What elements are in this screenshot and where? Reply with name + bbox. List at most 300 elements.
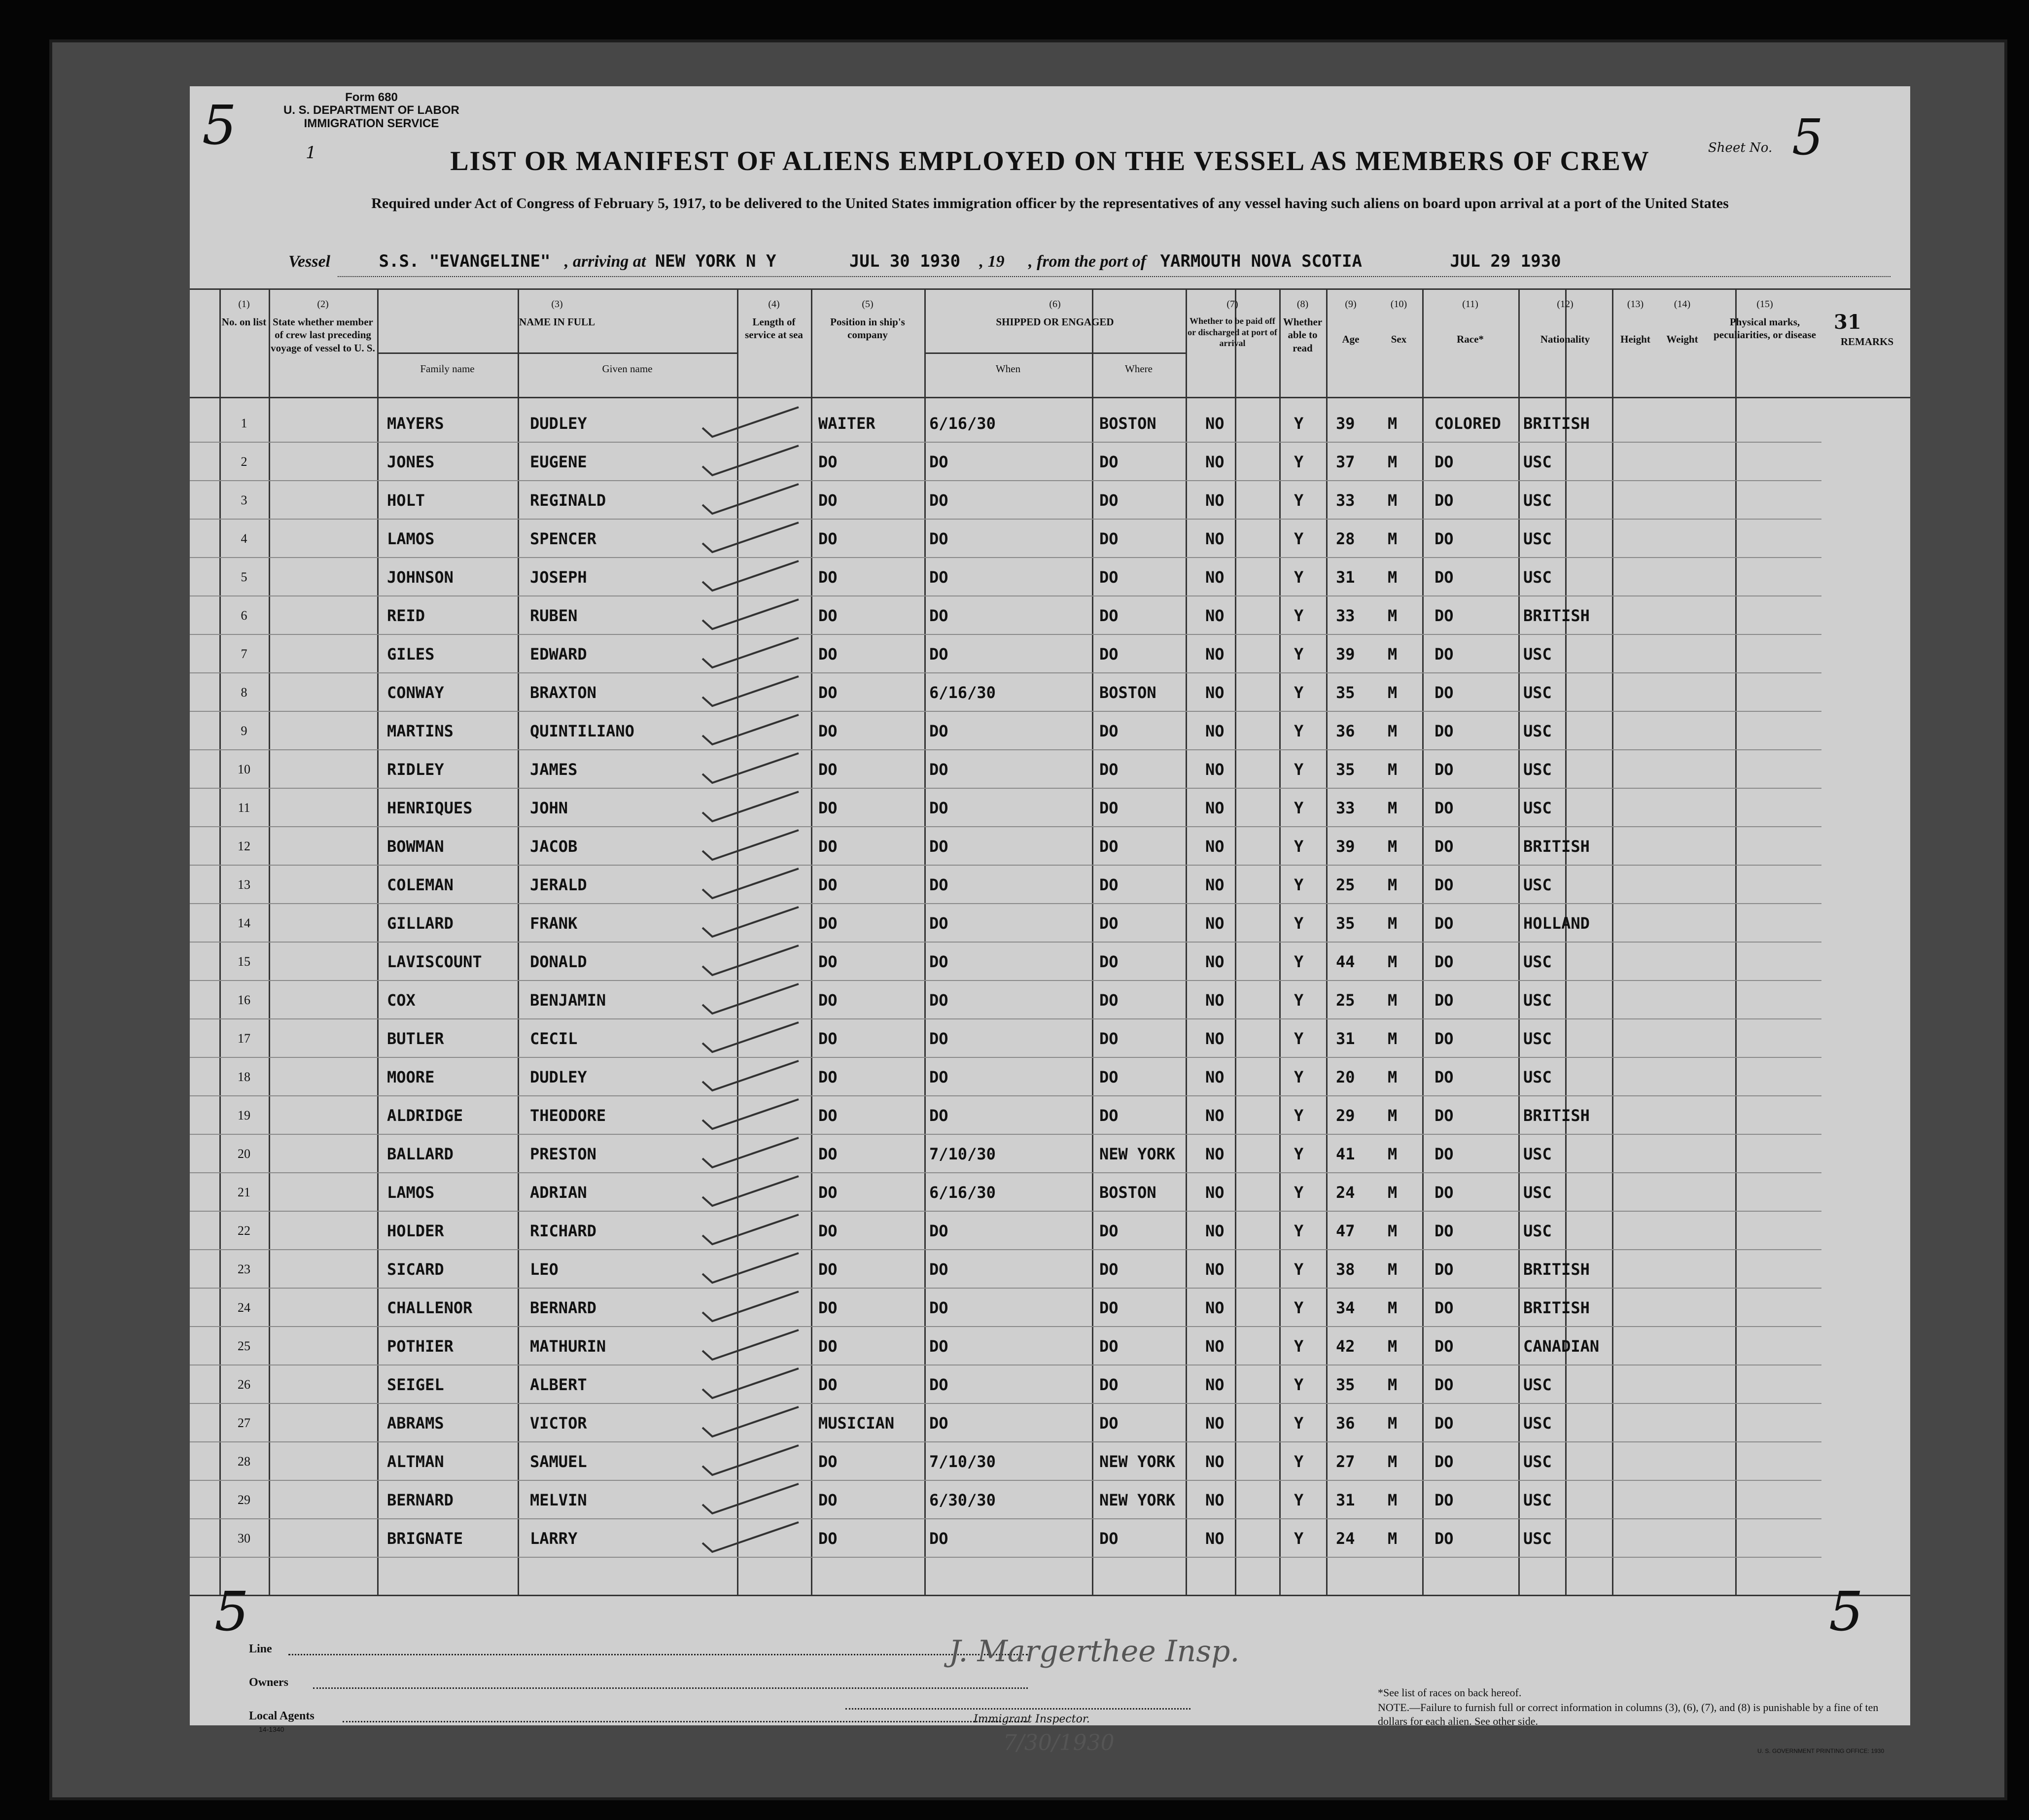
cell-age: 39 <box>1336 645 1355 664</box>
cell-position: DO <box>818 606 838 625</box>
check-mark-icon <box>693 481 806 520</box>
cell-position: DO <box>818 1298 838 1317</box>
check-mark-icon <box>693 789 806 827</box>
cell-family: CONWAY <box>387 683 444 702</box>
table-row <box>190 558 1910 596</box>
cell-age: 39 <box>1336 414 1355 433</box>
cell-read: Y <box>1294 1068 1304 1086</box>
cell-race: DO <box>1434 1183 1454 1202</box>
cell-family: POTHIER <box>387 1337 454 1356</box>
cell-family: SEIGEL <box>387 1375 444 1394</box>
cell-race: DO <box>1434 722 1454 740</box>
cell-sex: M <box>1388 645 1398 664</box>
cell-where: DO <box>1099 606 1119 625</box>
check-mark-icon <box>693 596 806 635</box>
cell-nationality: USC <box>1523 1375 1552 1394</box>
cell-where: DO <box>1099 453 1119 471</box>
cell-read: Y <box>1294 1222 1304 1240</box>
check-mark-icon <box>693 981 806 1019</box>
row-number: 21 <box>238 1185 250 1199</box>
cell-paid-off: NO <box>1205 1452 1224 1471</box>
cell-given: QUINTILIANO <box>530 722 634 740</box>
cell-read: Y <box>1294 414 1304 433</box>
header-col1: (1) No. on list <box>221 299 267 328</box>
row-number: 2 <box>241 455 247 469</box>
cell-family: CHALLENOR <box>387 1298 473 1317</box>
cell-when: DO <box>929 914 948 933</box>
row-number: 20 <box>238 1147 250 1161</box>
departure-date: JUL 29 1930 <box>1450 251 1561 271</box>
cell-race: DO <box>1434 1029 1454 1048</box>
check-mark-icon <box>693 904 806 943</box>
cell-race: DO <box>1434 529 1454 548</box>
cell-family: ABRAMS <box>387 1414 444 1433</box>
cell-read: Y <box>1294 1414 1304 1433</box>
row-number: 25 <box>238 1339 250 1353</box>
cell-where: NEW YORK <box>1099 1145 1176 1163</box>
check-mark-icon <box>693 1519 806 1558</box>
cell-family: MARTINS <box>387 722 454 740</box>
table-row <box>190 1365 1910 1404</box>
cell-when: 7/10/30 <box>929 1145 996 1163</box>
header-col5: (5) Position in ship's company <box>830 299 905 341</box>
cell-when: DO <box>929 1337 948 1356</box>
table-row <box>190 1327 1910 1365</box>
cell-race: DO <box>1434 952 1454 971</box>
cell-position: DO <box>818 722 838 740</box>
check-mark-icon <box>693 1481 806 1519</box>
cell-family: ALTMAN <box>387 1452 444 1471</box>
printer-imprint: U. S. GOVERNMENT PRINTING OFFICE: 1930 <box>1757 1748 1885 1754</box>
cell-sex: M <box>1388 1414 1398 1433</box>
cell-age: 47 <box>1336 1222 1355 1240</box>
table-row <box>190 750 1910 789</box>
cell-read: Y <box>1294 1529 1304 1548</box>
cell-sex: M <box>1388 760 1398 779</box>
header-col12: (12) Nationality <box>1540 299 1590 345</box>
cell-when: DO <box>929 1375 948 1394</box>
row-number: 13 <box>238 877 250 892</box>
cell-paid-off: NO <box>1205 722 1224 740</box>
cell-race: DO <box>1434 760 1454 779</box>
cell-family: HOLT <box>387 491 425 510</box>
cell-family: MOORE <box>387 1068 435 1086</box>
cell-family: REID <box>387 606 425 625</box>
table-row <box>190 1404 1910 1442</box>
cell-read: Y <box>1294 529 1304 548</box>
cell-paid-off: NO <box>1205 529 1224 548</box>
cell-sex: M <box>1388 722 1398 740</box>
cell-race: DO <box>1434 1337 1454 1356</box>
cell-position: DO <box>818 568 838 587</box>
cell-sex: M <box>1388 991 1398 1010</box>
arriving-label: , arriving at <box>564 252 646 271</box>
cell-family: COX <box>387 991 416 1010</box>
row-number: 28 <box>238 1454 250 1469</box>
cell-read: Y <box>1294 568 1304 587</box>
check-mark-icon <box>693 520 806 558</box>
cell-family: BRIGNATE <box>387 1529 463 1548</box>
table-row <box>190 520 1910 558</box>
header-given-name: Given name <box>602 363 653 375</box>
cell-where: BOSTON <box>1099 414 1156 433</box>
cell-position: DO <box>818 491 838 510</box>
check-mark-icon <box>693 1058 806 1096</box>
cell-where: NEW YORK <box>1099 1452 1176 1471</box>
check-mark-icon <box>693 1212 806 1250</box>
cell-age: 35 <box>1336 914 1355 933</box>
cell-paid-off: NO <box>1205 760 1224 779</box>
cell-read: Y <box>1294 722 1304 740</box>
cell-when: 6/30/30 <box>929 1491 996 1509</box>
cell-nationality: CANADIAN <box>1523 1337 1600 1356</box>
cell-read: Y <box>1294 799 1304 817</box>
cell-nationality: BRITISH <box>1523 837 1590 856</box>
cell-where: DO <box>1099 1298 1119 1317</box>
cell-race: DO <box>1434 1491 1454 1509</box>
table-row <box>190 981 1910 1019</box>
cell-race: DO <box>1434 1452 1454 1471</box>
cell-position: MUSICIAN <box>818 1414 895 1433</box>
cell-read: Y <box>1294 991 1304 1010</box>
header-when: When <box>995 363 1021 375</box>
inspector-signature: J. Margerthee Insp. <box>949 1634 1240 1669</box>
cell-race: DO <box>1434 1414 1454 1433</box>
cell-nationality: USC <box>1523 491 1552 510</box>
cell-paid-off: NO <box>1205 1145 1224 1163</box>
cell-when: DO <box>929 1414 948 1433</box>
voyage-line <box>288 251 1561 271</box>
cell-nationality: USC <box>1523 1491 1552 1509</box>
cell-sex: M <box>1388 799 1398 817</box>
cell-family: HENRIQUES <box>387 799 473 817</box>
row-number: 12 <box>238 839 250 853</box>
cell-paid-off: NO <box>1205 606 1224 625</box>
cell-when: DO <box>929 799 948 817</box>
header-col3: (3) NAME IN FULL <box>519 299 595 328</box>
cell-position: DO <box>818 760 838 779</box>
header-family-name: Family name <box>420 363 475 375</box>
cell-nationality: USC <box>1523 991 1552 1010</box>
cell-family: LAMOS <box>387 1183 435 1202</box>
cell-paid-off: NO <box>1205 1183 1224 1202</box>
margin-number-top-left: 5 <box>202 94 237 157</box>
cell-sex: M <box>1388 529 1398 548</box>
cell-family: BERNARD <box>387 1491 454 1509</box>
table-row <box>190 596 1910 635</box>
cell-position: DO <box>818 1337 838 1356</box>
row-number: 26 <box>238 1377 250 1392</box>
cell-given: THEODORE <box>530 1106 606 1125</box>
cell-paid-off: NO <box>1205 952 1224 971</box>
cell-age: 37 <box>1336 453 1355 471</box>
cell-when: DO <box>929 453 948 471</box>
row-number: 19 <box>238 1108 250 1122</box>
cell-family: BOWMAN <box>387 837 444 856</box>
table-row <box>190 904 1910 943</box>
cell-read: Y <box>1294 914 1304 933</box>
cell-race: DO <box>1434 683 1454 702</box>
check-mark-icon <box>693 1173 806 1212</box>
margin-number-bottom-left: 5 <box>214 1580 249 1643</box>
cell-when: DO <box>929 1106 948 1125</box>
header-col11: (11) Race* <box>1457 299 1484 345</box>
cell-sex: M <box>1388 914 1398 933</box>
cell-race: DO <box>1434 1298 1454 1317</box>
cell-sex: M <box>1388 606 1398 625</box>
row-number: 1 <box>241 416 247 430</box>
cell-age: 27 <box>1336 1452 1355 1471</box>
cell-race: DO <box>1434 1529 1454 1548</box>
cell-given: FRANK <box>530 914 578 933</box>
cell-nationality: USC <box>1523 568 1552 587</box>
cell-when: DO <box>929 1260 948 1279</box>
cell-given: BENJAMIN <box>530 991 606 1010</box>
cell-paid-off: NO <box>1205 683 1224 702</box>
row-number: 3 <box>241 493 247 507</box>
cell-when: DO <box>929 1029 948 1048</box>
row-number: 18 <box>238 1070 250 1084</box>
cell-given: JAMES <box>530 760 578 779</box>
small-mark: 1 <box>306 143 316 163</box>
cell-race: DO <box>1434 453 1454 471</box>
row-number: 10 <box>238 762 250 776</box>
cell-paid-off: NO <box>1205 453 1224 471</box>
table-row <box>190 481 1910 520</box>
cell-position: DO <box>818 1222 838 1240</box>
cell-paid-off: NO <box>1205 1106 1224 1125</box>
cell-position: WAITER <box>818 414 875 433</box>
cell-age: 33 <box>1336 606 1355 625</box>
cell-position: DO <box>818 991 838 1010</box>
check-mark-icon <box>693 1250 806 1289</box>
cell-position: DO <box>818 529 838 548</box>
cell-read: Y <box>1294 1183 1304 1202</box>
cell-age: 36 <box>1336 1414 1355 1433</box>
cell-nationality: USC <box>1523 683 1552 702</box>
cell-when: DO <box>929 760 948 779</box>
cell-position: DO <box>818 453 838 471</box>
cell-sex: M <box>1388 1375 1398 1394</box>
cell-where: DO <box>1099 952 1119 971</box>
row-number: 17 <box>238 1031 250 1046</box>
table-row <box>190 1135 1910 1173</box>
cell-family: GILLARD <box>387 914 454 933</box>
header-col4: (4) Length of service at sea <box>745 299 803 341</box>
cell-age: 34 <box>1336 1298 1355 1317</box>
cell-age: 25 <box>1336 875 1355 894</box>
cell-family: COLEMAN <box>387 875 454 894</box>
cell-family: JOHNSON <box>387 568 454 587</box>
cell-read: Y <box>1294 453 1304 471</box>
cell-family: ALDRIDGE <box>387 1106 463 1125</box>
cell-position: DO <box>818 645 838 664</box>
cell-race: DO <box>1434 606 1454 625</box>
cell-sex: M <box>1388 1145 1398 1163</box>
check-mark-icon <box>693 443 806 481</box>
header-col6: (6) SHIPPED OR ENGAGED <box>996 299 1114 328</box>
cell-paid-off: NO <box>1205 1222 1224 1240</box>
table-row <box>190 943 1910 981</box>
owners-label: Owners <box>249 1676 288 1689</box>
cell-race: DO <box>1434 645 1454 664</box>
cell-where: DO <box>1099 1222 1119 1240</box>
cell-paid-off: NO <box>1205 1337 1224 1356</box>
cell-sex: M <box>1388 1337 1398 1356</box>
cell-race: DO <box>1434 1260 1454 1279</box>
check-mark-icon <box>693 866 806 904</box>
cell-age: 29 <box>1336 1106 1355 1125</box>
cell-race: DO <box>1434 1106 1454 1125</box>
cell-when: DO <box>929 1298 948 1317</box>
cell-when: DO <box>929 491 948 510</box>
cell-age: 38 <box>1336 1260 1355 1279</box>
cell-where: DO <box>1099 1414 1119 1433</box>
from-port-label: , from the port of <box>1028 252 1147 271</box>
cell-race: DO <box>1434 1145 1454 1163</box>
cell-position: DO <box>818 1145 838 1163</box>
note-races: *See list of races on back hereof. <box>1378 1686 1522 1699</box>
cell-read: Y <box>1294 1106 1304 1125</box>
cell-given: JACOB <box>530 837 578 856</box>
cell-paid-off: NO <box>1205 991 1224 1010</box>
cell-given: JOSEPH <box>530 568 587 587</box>
cell-race: DO <box>1434 1375 1454 1394</box>
vessel-name: S.S. "EVANGELINE" <box>379 251 551 271</box>
header-col14: (14) Weight <box>1666 299 1698 345</box>
cell-nationality: BRITISH <box>1523 1298 1590 1317</box>
year-label: , 19 <box>979 252 1005 271</box>
cell-sex: M <box>1388 1106 1398 1125</box>
cell-where: DO <box>1099 1068 1119 1086</box>
cell-given: LEO <box>530 1260 559 1279</box>
check-mark-icon <box>693 1404 806 1442</box>
header-col15: (15) Physical marks, peculiarities, or disease <box>1714 299 1816 341</box>
cell-nationality: USC <box>1523 952 1552 971</box>
cell-family: SICARD <box>387 1260 444 1279</box>
cell-nationality: HOLLAND <box>1523 914 1590 933</box>
check-mark-icon <box>693 1327 806 1365</box>
cell-position: DO <box>818 799 838 817</box>
note-penalty: NOTE.—Failure to furnish full or correct information in columns (3), (6), (7), and (8) is punishable by a fine of ten dollars for each alien. See other side. <box>1378 1701 1879 1727</box>
cell-sex: M <box>1388 1222 1398 1240</box>
cell-position: DO <box>818 875 838 894</box>
cell-where: DO <box>1099 914 1119 933</box>
cell-sex: M <box>1388 1029 1398 1048</box>
cell-given: ALBERT <box>530 1375 587 1394</box>
check-mark-icon <box>693 673 806 712</box>
cell-read: Y <box>1294 837 1304 856</box>
table-row <box>190 1442 1910 1481</box>
cell-given: JOHN <box>530 799 568 817</box>
cell-sex: M <box>1388 1068 1398 1086</box>
cell-age: 39 <box>1336 837 1355 856</box>
cell-read: Y <box>1294 606 1304 625</box>
cell-where: DO <box>1099 875 1119 894</box>
cell-when: DO <box>929 529 948 548</box>
cell-where: DO <box>1099 491 1119 510</box>
cell-age: 35 <box>1336 760 1355 779</box>
cell-given: PRESTON <box>530 1145 596 1163</box>
cell-when: DO <box>929 1222 948 1240</box>
cell-nationality: BRITISH <box>1523 606 1590 625</box>
cell-read: Y <box>1294 683 1304 702</box>
cell-age: 31 <box>1336 1491 1355 1509</box>
check-mark-icon <box>693 750 806 789</box>
cell-given: JERALD <box>530 875 587 894</box>
cell-paid-off: NO <box>1205 645 1224 664</box>
cell-age: 41 <box>1336 1145 1355 1163</box>
cell-given: LARRY <box>530 1529 578 1548</box>
cell-nationality: USC <box>1523 799 1552 817</box>
cell-position: DO <box>818 837 838 856</box>
check-mark-icon <box>693 1289 806 1327</box>
sheet-number: 5 <box>1792 108 1823 166</box>
manifest-sheet <box>190 86 1910 1755</box>
cell-read: Y <box>1294 1145 1304 1163</box>
cell-where: DO <box>1099 645 1119 664</box>
cell-given: EDWARD <box>530 645 587 664</box>
cell-age: 24 <box>1336 1529 1355 1548</box>
cell-when: DO <box>929 1068 948 1086</box>
header-col10: (10) Sex <box>1390 299 1407 345</box>
cell-when: DO <box>929 1529 948 1548</box>
cell-read: Y <box>1294 1452 1304 1471</box>
cell-age: 36 <box>1336 722 1355 740</box>
cell-sex: M <box>1388 837 1398 856</box>
cell-given: RICHARD <box>530 1222 596 1240</box>
table-row <box>190 1058 1910 1096</box>
vessel-label: Vessel <box>288 252 330 271</box>
cell-given: RUBEN <box>530 606 578 625</box>
check-mark-icon <box>693 1365 806 1404</box>
cell-nationality: BRITISH <box>1523 1260 1590 1279</box>
check-mark-icon <box>693 1135 806 1173</box>
cell-sex: M <box>1388 1298 1398 1317</box>
row-number: 6 <box>241 608 247 623</box>
cell-read: Y <box>1294 491 1304 510</box>
cell-given: BRAXTON <box>530 683 596 702</box>
cell-read: Y <box>1294 1029 1304 1048</box>
row-number: 14 <box>238 916 250 930</box>
cell-age: 35 <box>1336 683 1355 702</box>
cell-position: DO <box>818 1452 838 1471</box>
cell-paid-off: NO <box>1205 414 1224 433</box>
cell-paid-off: NO <box>1205 837 1224 856</box>
cell-paid-off: NO <box>1205 491 1224 510</box>
row-number: 4 <box>241 531 247 546</box>
check-mark-icon <box>693 943 806 981</box>
check-mark-icon <box>693 1096 806 1135</box>
form-label: Form 680 U. S. DEPARTMENT OF LABOR IMMIGRATION SERVICE <box>283 91 459 130</box>
row-number: 7 <box>241 647 247 661</box>
cell-paid-off: NO <box>1205 1375 1224 1394</box>
cell-age: 44 <box>1336 952 1355 971</box>
cell-sex: M <box>1388 1491 1398 1509</box>
cell-given: SPENCER <box>530 529 596 548</box>
agents-form-code: 14-1340 <box>259 1725 284 1733</box>
row-number: 11 <box>238 801 250 815</box>
cell-where: DO <box>1099 1375 1119 1394</box>
cell-position: DO <box>818 1529 838 1548</box>
cell-where: DO <box>1099 1529 1119 1548</box>
cell-where: BOSTON <box>1099 683 1156 702</box>
cell-when: 6/16/30 <box>929 1183 996 1202</box>
table-row <box>190 1519 1910 1558</box>
row-number: 8 <box>241 685 247 700</box>
manifest-table <box>190 288 1910 1595</box>
cell-read: Y <box>1294 1491 1304 1509</box>
